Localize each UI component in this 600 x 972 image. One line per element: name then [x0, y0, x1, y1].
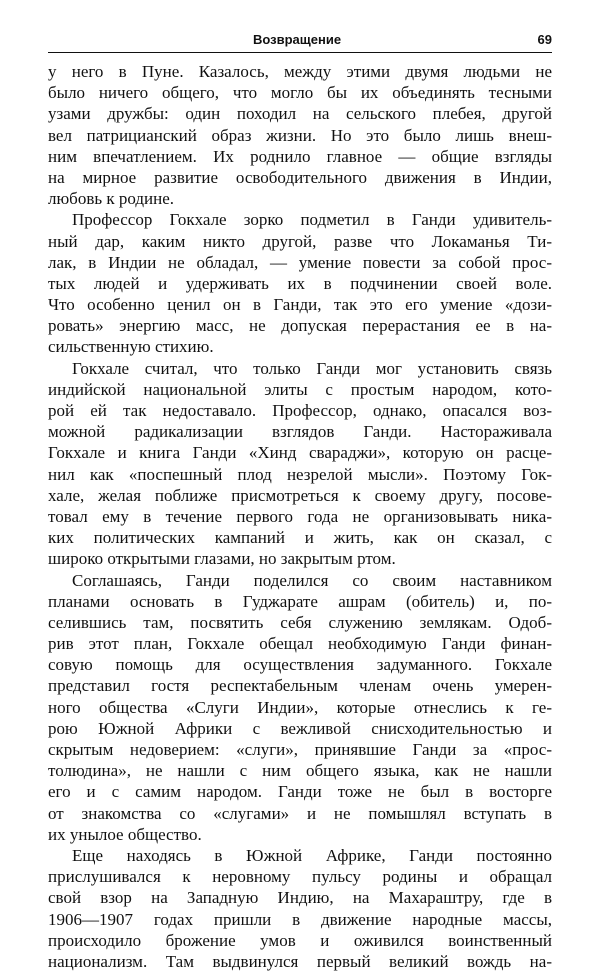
text-line: толюдина», не нашли с ним общего языка, как не нашли: [48, 761, 552, 781]
text-line: от знакомства со «слугами» и не помышлял вступать в: [48, 803, 552, 823]
book-page: [48, 30, 552, 971]
text-line: Профессор Гокхале зорко подметил в Ганди удивитель-: [72, 210, 552, 230]
paragraph: [48, 358, 552, 570]
text-line: индийской национальной элиты с простым народом, кото-: [48, 379, 552, 399]
text-line: представил гостя респектабельным членам очень умерен-: [48, 676, 552, 696]
text-line: любовь к родине.: [48, 189, 175, 209]
text-line: Еще находясь в Южной Африке, Ганди постоянно: [72, 845, 552, 865]
text-line: лак, в Индии не обладал, — умение повести за собой прос-: [48, 252, 552, 272]
text-line: его и с самим народом. Ганди тоже не был в восторге: [48, 782, 552, 802]
text-line: было ничего общего, что могло бы их объединять тесными: [48, 83, 552, 103]
text-line: ним впечатлением. Их роднило главное — общие взгляды: [48, 146, 552, 166]
text-line: Соглашаясь, Ганди поделился со своим наставником: [72, 570, 552, 590]
text-line: ного общества «Слуги Индии», которые отнеслись к ге-: [48, 697, 552, 717]
page-number: 69: [537, 32, 552, 47]
text-line: можной радикализации взглядов Ганди. Настораживала: [48, 422, 552, 442]
text-line: вел патрицианский образ жизни. Но это было лишь внеш-: [48, 125, 552, 145]
text-line: рою Южной Африки с вежливой снисходительностью и: [48, 718, 552, 738]
paragraph: [48, 209, 552, 357]
text-line: свой взор на Западную Индию, на Махараштру, где в: [48, 888, 552, 908]
text-line: их унылое общество.: [48, 824, 202, 844]
text-line: у него в Пуне. Казалось, между этими двумя людьми не: [48, 62, 552, 81]
text-line: Гокхале считал, что только Ганди мог установить связь: [72, 358, 552, 378]
text-line: нил как «поспешный плод незрелой мысли». Поэтому Гок-: [48, 464, 552, 484]
text-line: скрытым недоверием: «слуги», принявшие Ганди за «прос-: [48, 740, 552, 759]
paragraph: [48, 61, 552, 209]
body-text: [48, 61, 552, 972]
text-line: узами дружбы: один походил на сельского плебея, другой: [48, 104, 552, 124]
text-line: рой ей так недоставало. Профессор, однако, опасался воз-: [48, 401, 552, 420]
text-line: национализм. Там выдвинулся первый великий вождь на-: [48, 951, 552, 971]
text-line: ровать» энергию масс, не допуская перерастания ее в на-: [48, 316, 552, 336]
text-line: на мирное развитие освободительного движения в Индии,: [48, 167, 552, 187]
paragraph: [48, 570, 552, 845]
paragraph: [48, 845, 552, 972]
text-line: товал ему в течение первого года не организовывать никa-: [48, 506, 552, 526]
text-line: 1906—1907 годах пришли в движение народные массы,: [48, 909, 552, 929]
header-rule: [48, 52, 552, 53]
text-line: широко открытыми глазами, но закрытым ртом.: [48, 549, 396, 569]
text-line: прислушивался к неровному пульсу родины и обращал: [48, 867, 552, 887]
text-line: селившись там, посвятить себя служению землякам. Одоб-: [48, 612, 552, 632]
text-line: сильственную стихию.: [48, 337, 214, 357]
text-line: ный дар, каким никто другой, разве что Локаманья Ти-: [48, 231, 552, 251]
text-line: Гокхале и книга Ганди «Хинд свараджи», которую он расце-: [48, 443, 552, 463]
chapter-title: Возвращение: [253, 32, 342, 47]
text-line: Что особенно ценил он в Ганди, так это его умение «дози-: [48, 295, 552, 315]
text-line: совую помощь для осуществления задуманного. Гокхале: [48, 655, 552, 675]
text-line: планами основать в Гуджарате ашрам (обитель) и, по-: [48, 591, 552, 611]
text-line: тых людей и удерживать их в подчинении своей воле.: [48, 273, 552, 293]
text-line: ких политических кампаний и жить, как он сказал, с: [48, 528, 552, 548]
running-header: [48, 30, 552, 50]
text-line: рив этот план, Гокхале обещал необходимую Ганди финан-: [48, 634, 552, 654]
text-line: хале, желая поближе присмотреться к своему другу, посове-: [48, 485, 552, 505]
text-line: происходило брожение умов и оживился воинственный: [48, 930, 552, 950]
